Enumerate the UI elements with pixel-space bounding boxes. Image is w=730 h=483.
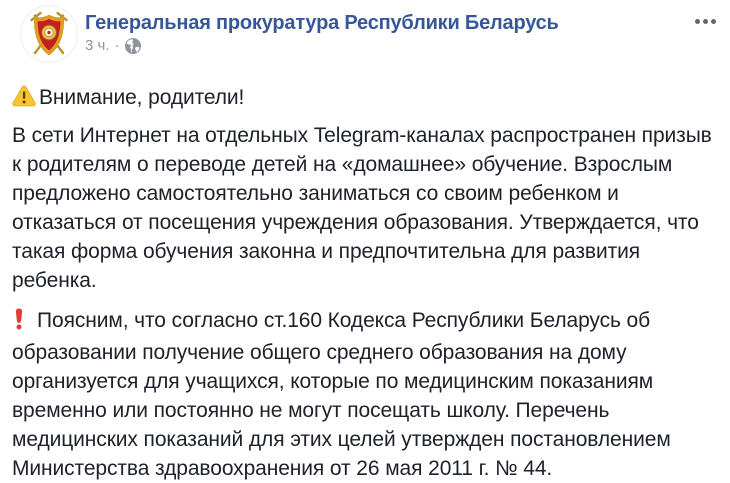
timestamp-link[interactable]: 3 ч. — [85, 37, 110, 54]
post-heading: Внимание, родители! — [39, 86, 245, 109]
meta-separator: · — [114, 37, 120, 54]
page-name-link[interactable]: Генеральная прокуратура Республики Беларусь — [85, 12, 559, 34]
prosecutor-emblem-icon — [20, 5, 78, 63]
avatar[interactable] — [20, 5, 78, 63]
post-heading-line — [12, 83, 718, 115]
globe-privacy-icon — [125, 38, 141, 54]
post-body — [12, 63, 718, 483]
post-header — [12, 5, 718, 63]
ellipsis-dot — [711, 19, 716, 24]
post-header-text — [85, 5, 559, 54]
post-options-button[interactable] — [693, 13, 718, 30]
ellipsis-dot — [695, 19, 700, 24]
post-meta — [85, 38, 559, 54]
post-paragraph-2: Поясним, что согласно ст.160 Кодекса Республики Беларусь об образовании получение общего среднего образования на дому организуется для учащихся, которые по медицинским показаниям временно или постоянно не могут посещать школу. Перечень медицинских показаний для этих целей утвержден постановлением Министерства здравоохранения от 26 мая 2011 г. № 44. — [12, 309, 671, 480]
ellipsis-dot — [703, 19, 708, 24]
post-paragraph-1: В сети Интернет на отдельных Telegram-каналах распространен призыв к родителям о переводе детей на «домашнее» обучение. Взрослым предложено самостоятельно заниматься со своим ребенком и отказаться от посещения учреждения образования. Утверждается, что такая форма обучения законна и предпочтительна для развития ребенка. — [12, 124, 712, 292]
post-paragraph-2-line — [12, 306, 718, 483]
red-exclamation-icon — [14, 308, 24, 338]
warning-triangle-icon — [12, 85, 36, 115]
